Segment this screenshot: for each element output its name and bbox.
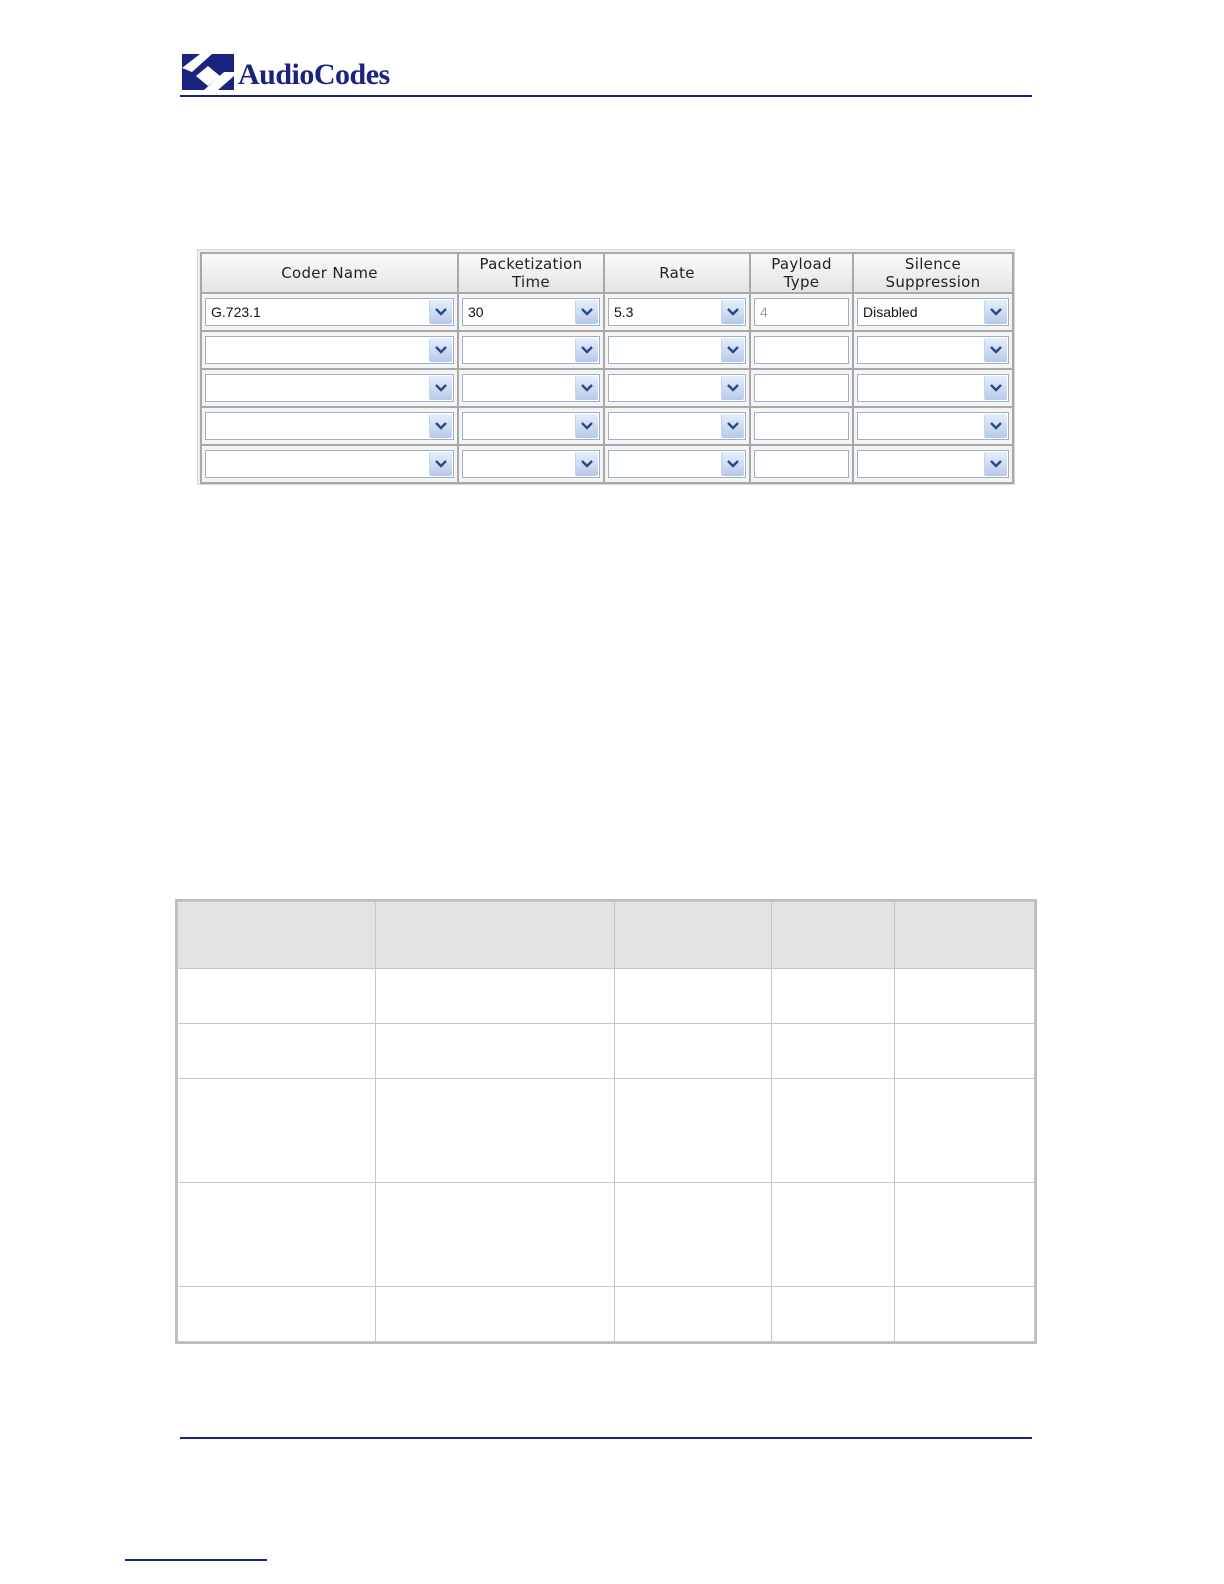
table-row (178, 969, 1035, 1024)
table-cell (376, 1183, 615, 1287)
table-header-cell (895, 902, 1035, 969)
silence-suppression-select[interactable] (857, 336, 1009, 364)
table-cell (853, 293, 1013, 331)
rate-select[interactable] (608, 298, 746, 326)
table-row (201, 369, 1013, 407)
table-header-row (178, 902, 1035, 969)
table-cell (853, 445, 1013, 483)
chevron-down-icon[interactable] (429, 414, 452, 438)
chevron-down-icon[interactable] (721, 414, 744, 438)
table-cell (178, 1287, 376, 1342)
payload-type-input[interactable] (754, 412, 849, 440)
table-cell (458, 369, 604, 407)
chevron-down-icon[interactable] (721, 338, 744, 362)
payload-type-value: 4 (760, 304, 768, 320)
packetization-time-select[interactable] (462, 374, 600, 402)
table-row (178, 1183, 1035, 1287)
table-cell (750, 369, 853, 407)
table-cell (604, 293, 750, 331)
column-header-coder-name: Coder Name (201, 253, 458, 293)
chevron-down-icon[interactable] (984, 414, 1007, 438)
table-cell (604, 369, 750, 407)
chevron-down-icon[interactable] (721, 376, 744, 400)
silence-suppression-select-value: Disabled (863, 304, 918, 320)
packetization-time-select[interactable] (462, 450, 600, 478)
table-cell (458, 407, 604, 445)
column-header-silence-suppression: Silence Suppression (853, 253, 1013, 293)
chevron-down-icon[interactable] (429, 452, 452, 476)
table-row (201, 407, 1013, 445)
chevron-down-icon[interactable] (984, 300, 1007, 324)
chevron-down-icon[interactable] (721, 300, 744, 324)
table-cell (772, 1079, 895, 1183)
chevron-down-icon[interactable] (429, 300, 452, 324)
payload-type-input[interactable] (754, 450, 849, 478)
table-header-cell (178, 902, 376, 969)
table-header-cell (376, 902, 615, 969)
table-cell (376, 1079, 615, 1183)
coder-name-select-value: G.723.1 (211, 304, 261, 320)
table-cell (772, 1183, 895, 1287)
table-row (201, 331, 1013, 369)
table-cell (615, 1183, 772, 1287)
chevron-down-icon[interactable] (575, 452, 598, 476)
table-cell (201, 407, 458, 445)
table-cell (772, 1024, 895, 1079)
table-cell (178, 1183, 376, 1287)
brand-name: AudioCodes (238, 58, 390, 91)
coder-name-select[interactable] (205, 298, 454, 326)
column-header-payload-type: Payload Type (750, 253, 853, 293)
table-cell (178, 1079, 376, 1183)
audiocodes-logo-icon (182, 54, 234, 90)
table-cell (376, 1024, 615, 1079)
coder-name-select[interactable] (205, 374, 454, 402)
table-cell (895, 1287, 1035, 1342)
rate-select[interactable] (608, 336, 746, 364)
footer-rule (180, 1437, 1032, 1439)
table-cell (458, 331, 604, 369)
chevron-down-icon[interactable] (575, 414, 598, 438)
table-cell (895, 1024, 1035, 1079)
table-cell (615, 1287, 772, 1342)
table-cell (604, 407, 750, 445)
packetization-time-select[interactable] (462, 336, 600, 364)
table-cell (750, 445, 853, 483)
table-cell (604, 331, 750, 369)
table-cell (615, 969, 772, 1024)
payload-type-input[interactable] (754, 374, 849, 402)
table-header-cell (615, 902, 772, 969)
table-cell (750, 293, 853, 331)
table-row (201, 445, 1013, 483)
table-cell (772, 969, 895, 1024)
table-cell (201, 369, 458, 407)
table-header-cell (772, 902, 895, 969)
chevron-down-icon[interactable] (721, 452, 744, 476)
chevron-down-icon[interactable] (575, 300, 598, 324)
payload-type-input[interactable] (754, 298, 849, 326)
coder-name-select[interactable] (205, 412, 454, 440)
table-row (178, 1024, 1035, 1079)
table-cell (750, 407, 853, 445)
table-cell (895, 1183, 1035, 1287)
table-cell (376, 1287, 615, 1342)
table-cell (853, 407, 1013, 445)
table-cell (772, 1287, 895, 1342)
header-rule (180, 95, 1032, 97)
table-cell (201, 331, 458, 369)
chevron-down-icon[interactable] (429, 338, 452, 362)
chevron-down-icon[interactable] (984, 338, 1007, 362)
table-cell (201, 293, 458, 331)
table-cell (615, 1079, 772, 1183)
table-cell (604, 445, 750, 483)
coder-name-select[interactable] (205, 336, 454, 364)
table-cell (895, 1079, 1035, 1183)
chevron-down-icon[interactable] (984, 452, 1007, 476)
column-header-rate: Rate (604, 253, 750, 293)
rate-select[interactable] (608, 374, 746, 402)
chevron-down-icon[interactable] (429, 376, 452, 400)
silence-suppression-select[interactable] (857, 450, 1009, 478)
silence-suppression-select[interactable] (857, 412, 1009, 440)
table-cell (853, 369, 1013, 407)
table-row (178, 1079, 1035, 1183)
table-cell (178, 1024, 376, 1079)
table-cell (458, 293, 604, 331)
silence-suppression-select[interactable] (857, 298, 1009, 326)
table-cell (895, 969, 1035, 1024)
table-cell (750, 331, 853, 369)
packetization-time-select[interactable] (462, 412, 600, 440)
audiocodes-logo (182, 52, 390, 92)
rate-select-value: 5.3 (614, 304, 634, 320)
packetization-time-select[interactable] (462, 298, 600, 326)
payload-type-input[interactable] (754, 336, 849, 364)
chevron-down-icon[interactable] (984, 376, 1007, 400)
rate-select[interactable] (608, 412, 746, 440)
coder-name-select[interactable] (205, 450, 454, 478)
chevron-down-icon[interactable] (575, 338, 598, 362)
table-cell (853, 331, 1013, 369)
column-header-packetization-time: Packetization Time (458, 253, 604, 293)
chevron-down-icon[interactable] (575, 376, 598, 400)
table-cell (178, 969, 376, 1024)
packetization-time-select-value: 30 (468, 304, 484, 320)
table-row (201, 293, 1013, 331)
rate-select[interactable] (608, 450, 746, 478)
coder-table-panel (197, 249, 1015, 485)
table-cell (376, 969, 615, 1024)
silence-suppression-select[interactable] (857, 374, 1009, 402)
table-cell (615, 1024, 772, 1079)
footnote-separator (125, 1559, 267, 1561)
table-row (178, 1287, 1035, 1342)
coder-table (200, 252, 1014, 484)
table-cell (458, 445, 604, 483)
table-cell (201, 445, 458, 483)
coder-description-table (177, 901, 1035, 1342)
